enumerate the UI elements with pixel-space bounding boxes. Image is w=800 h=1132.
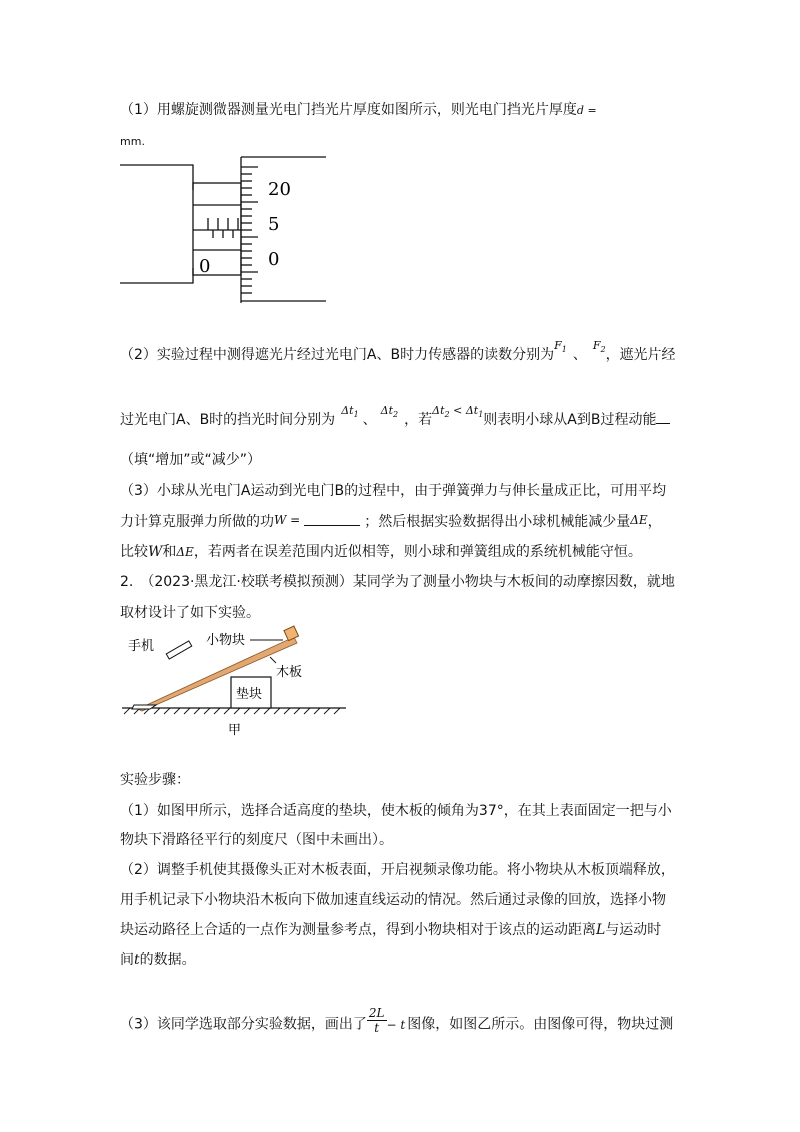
small-block [284, 626, 299, 641]
incline-figure [118, 625, 358, 745]
W-symbol: W = [274, 513, 301, 527]
period: . [141, 135, 145, 148]
step2-line3: 块运动路径上合适的一点作为测量参考点，得到小物块相对于该点的运动距离L与运动时 [120, 922, 662, 938]
thimble-label-5: 5 [268, 214, 280, 235]
F2-symbol: F2 [592, 339, 606, 355]
q1-part3-line3: 比较W和ΔE，若两者在误差范围内近似相等，则小球和弹簧组成的系统机械能守恒。 [120, 544, 642, 560]
L-symbol: L [596, 922, 606, 938]
q1-part2-text-a: （2）实验过程中测得遮光片经过光电门A、B时力传感器的读数分别为 [120, 347, 555, 363]
answer-blank-kinetic[interactable] [656, 423, 670, 424]
dE-symbol-2: ΔE [176, 545, 194, 559]
q1-part2-line1: （2）实验过程中测得遮光片经过光电门A、B时力传感器的读数分别为$^{F_1}$ 、$^{F_2}$，遮光片经 [120, 339, 676, 363]
minus-t: − t [386, 1017, 406, 1032]
ground-hatching [124, 708, 340, 714]
thimble-label-0: 0 [268, 249, 280, 270]
wooden-board [138, 637, 297, 711]
dE-symbol: ΔE [630, 513, 648, 527]
label-phone: 手机 [128, 639, 155, 654]
label-pad: 垫块 [236, 687, 263, 702]
frame-bottom-edge [120, 268, 193, 283]
q1-part2-line2: 过光电门A、B时的挡光时间分别为$^{\Delta t_1}$ 、$^{\Delta t_2}$ ，若$^{\Delta t_2 < \Delta t_1}$则表明小球从A到B过程动能 [120, 410, 670, 435]
W-symbol-2: W [148, 544, 163, 560]
board-leader [270, 657, 276, 663]
label-board: 木板 [276, 665, 303, 680]
q1-part1-unit-line [120, 132, 145, 152]
label-block: 小物块 [206, 633, 246, 648]
phone-icon [166, 641, 192, 659]
inequality: Δt2 < Δt1 [432, 404, 484, 420]
thimble-label-20: 20 [268, 179, 291, 200]
q1-part2-hint: （填“增加”或“减少”） [120, 452, 262, 468]
step1-line1: （1）如图甲所示，选择合适高度的垫块，使木板的倾角为37°，在其上表面固定一把与小 [120, 803, 672, 819]
fraction-2L-over-t: $\frac{2L}{t}$ [368, 1006, 385, 1035]
answer-blank-work[interactable] [304, 525, 360, 526]
q2-intro-line1: 2. （2023·黑龙江·校联考模拟预测）某同学为了测量小物块与木板间的动摩擦因数，就地 [120, 574, 675, 590]
t-symbol: t [134, 952, 140, 968]
step3-line: （3）该同学选取部分实验数据，画出了 $\frac{2L}{t}$ − t 图像，如图乙所示。由图像可得，物块过测 [120, 1006, 674, 1035]
figure-caption-jia: 甲 [228, 723, 242, 738]
q2-intro-line2: 取材设计了如下实验。 [120, 605, 260, 621]
step1-line2: 物块下滑路径平行的刻度尺（图中未画出）。 [120, 832, 393, 848]
q1-part1-text: （1）用螺旋测微器测量光电门挡光片厚度如图所示，则光电门挡光片厚度 [120, 102, 577, 118]
step2-line2: 用手机记录下小物块沿木板向下做加速直线运动的情况。然后通过录像的回放，选择小物 [120, 892, 666, 908]
d-symbol: d = [576, 104, 597, 117]
main-scale-zero: 0 [199, 256, 211, 277]
q1-part2-text-c: 过光电门A、B时的挡光时间分别为 [120, 412, 336, 428]
micrometer-figure [118, 155, 358, 305]
q1-part3-line1: （3）小球从光电门A运动到光电门B的过程中，由于弹簧弹力与伸长量成正比，可用平均 [120, 483, 667, 499]
q1-part3-line2: 力计算克服弹力所做的功W = ；然后根据实验数据得出小球机械能减少量ΔE， [120, 513, 662, 530]
dt1-symbol: Δt1 [341, 404, 359, 420]
step2-line4: 间t的数据。 [120, 952, 196, 968]
q1-part2-text-d: 则表明小球从A到B过程动能 [483, 412, 657, 428]
unit-mm: mm [120, 135, 142, 148]
q1-part1-line [120, 100, 597, 121]
steps-title: 实验步骤： [120, 772, 190, 788]
F1-symbol: F1 [554, 339, 567, 355]
q1-part2-text-b: ，遮光片经 [605, 347, 676, 363]
frame-top-edge [120, 165, 193, 190]
dt2-symbol: Δt2 [380, 404, 399, 420]
step2-line1: （2）调整手机使其摄像头正对木板表面，开启视频录像功能。将小物块从木板顶端释放， [120, 862, 675, 878]
